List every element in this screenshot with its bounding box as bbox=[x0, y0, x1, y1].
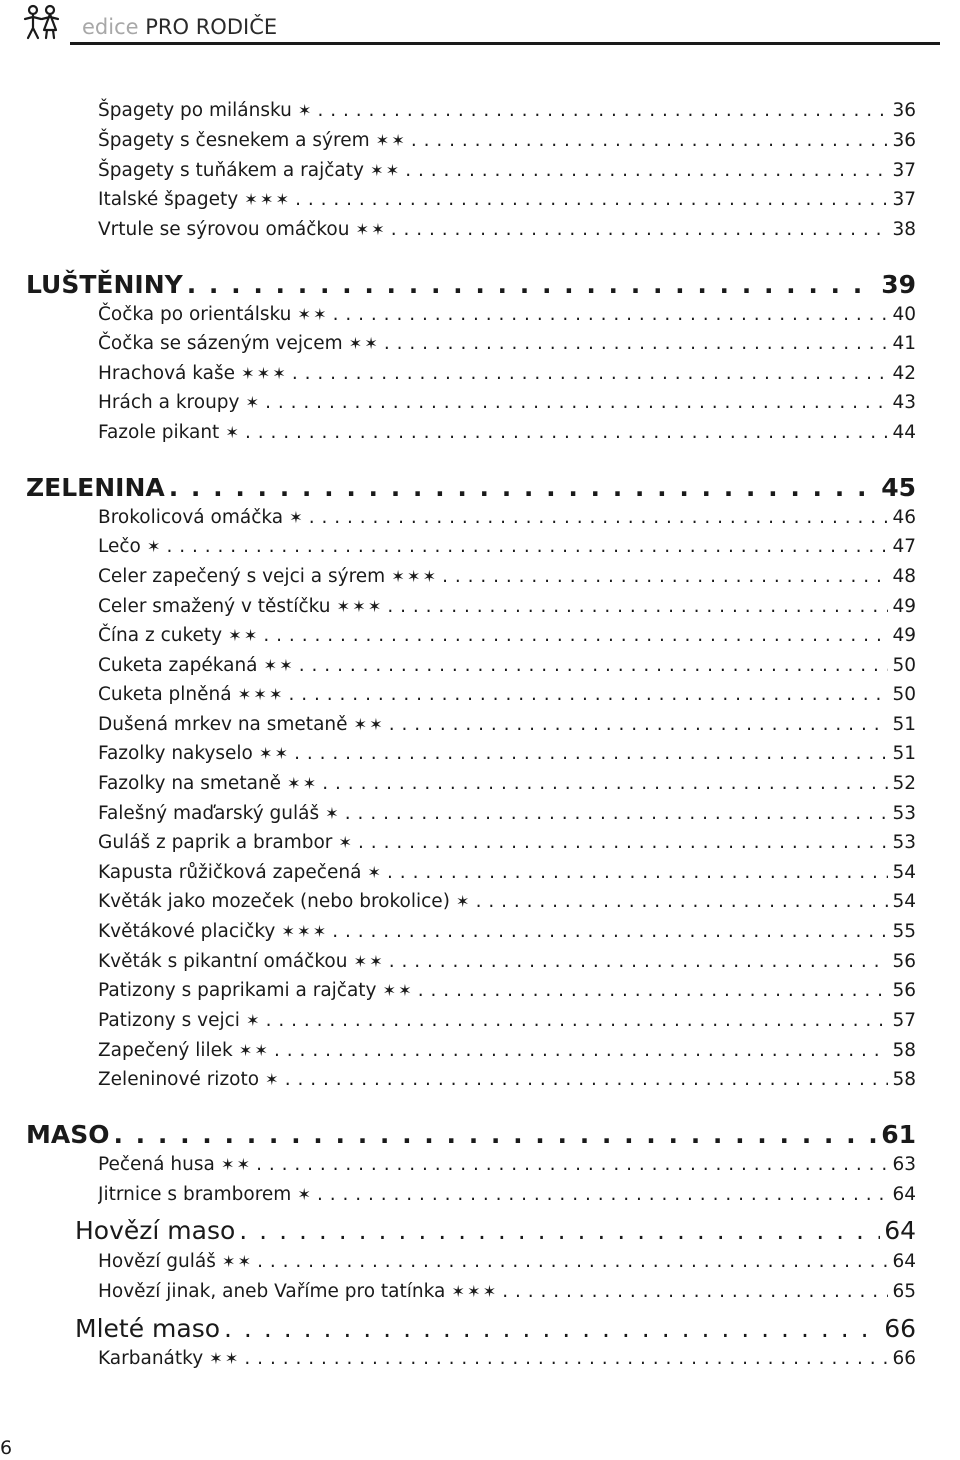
dot-leader bbox=[187, 268, 877, 302]
difficulty-stars-icon: ✶✶ bbox=[353, 952, 385, 971]
dot-leader bbox=[345, 800, 889, 828]
toc-page-number: 58 bbox=[892, 1069, 916, 1090]
toc-page-number: 42 bbox=[892, 363, 916, 384]
toc-entry bbox=[98, 740, 916, 768]
toc-entry-title: Hovězí maso bbox=[75, 1216, 236, 1245]
toc-entry bbox=[98, 918, 916, 946]
difficulty-stars-icon: ✶ bbox=[265, 1070, 281, 1089]
toc-page-number: 45 bbox=[881, 473, 916, 502]
toc-page-number: 52 bbox=[892, 773, 916, 794]
toc-entry bbox=[98, 360, 916, 388]
difficulty-stars-icon: ✶✶✶ bbox=[391, 567, 439, 586]
toc-entry-title: Guláš z paprik a brambor bbox=[98, 832, 333, 853]
toc-entry-title: Špagety po milánsku bbox=[98, 100, 292, 121]
difficulty-stars-icon: ✶✶ bbox=[369, 161, 402, 180]
toc-entry-title: Kapusta růžičková zapečená bbox=[98, 862, 362, 883]
toc-entry-title: Hrách a kroupy bbox=[98, 392, 240, 413]
dot-leader bbox=[285, 1066, 889, 1094]
toc-page-number: 37 bbox=[892, 189, 916, 210]
toc-page-number: 46 bbox=[892, 507, 916, 528]
toc-entry-title: Karbanátky bbox=[98, 1348, 204, 1369]
toc-entry-title: Falešný maďarský guláš bbox=[98, 803, 320, 824]
toc-entry-title: Cuketa plněná bbox=[98, 684, 232, 705]
dot-leader bbox=[317, 1181, 888, 1209]
toc-page-number: 58 bbox=[892, 1040, 916, 1061]
difficulty-stars-icon: ✶✶ bbox=[238, 1041, 271, 1060]
difficulty-stars-icon: ✶ bbox=[245, 1011, 262, 1030]
toc-page-number: 54 bbox=[892, 862, 916, 883]
dot-leader bbox=[265, 389, 888, 417]
series-prefix: edice bbox=[82, 15, 139, 39]
toc-entry-title: Fazolky na smetaně bbox=[98, 773, 282, 794]
difficulty-stars-icon: ✶ bbox=[325, 804, 341, 823]
toc-entry bbox=[98, 859, 916, 887]
difficulty-stars-icon: ✶✶ bbox=[263, 656, 295, 675]
dot-leader bbox=[224, 1312, 880, 1346]
toc-page-number: 49 bbox=[892, 596, 916, 617]
toc-page-number: 48 bbox=[892, 566, 916, 587]
toc-entry bbox=[98, 1278, 916, 1306]
toc-entry bbox=[98, 829, 916, 857]
series-name: PRO RODIČE bbox=[145, 15, 278, 39]
toc-page-number: 37 bbox=[892, 160, 916, 181]
difficulty-stars-icon: ✶✶✶ bbox=[244, 190, 292, 209]
toc-section-heading bbox=[75, 1312, 916, 1346]
toc-entry bbox=[98, 301, 916, 329]
toc-page-number: 44 bbox=[892, 422, 916, 443]
toc-entry-title: LUŠTĚNINY bbox=[26, 270, 183, 299]
difficulty-stars-icon: ✶ bbox=[297, 101, 314, 120]
toc-section-heading bbox=[26, 268, 916, 302]
toc-entry-title: Květák s pikantní omáčkou bbox=[98, 951, 348, 972]
toc-entry-title: Italské špagety bbox=[98, 189, 239, 210]
toc-page-number: 61 bbox=[881, 1120, 916, 1149]
dot-leader bbox=[295, 186, 888, 214]
dot-leader bbox=[317, 97, 888, 125]
toc-entry bbox=[98, 977, 916, 1005]
dot-leader bbox=[244, 1345, 888, 1373]
dot-leader bbox=[387, 859, 888, 887]
toc-page-number: 40 bbox=[892, 304, 916, 325]
toc-page-number: 64 bbox=[884, 1216, 916, 1245]
dot-leader bbox=[113, 1118, 877, 1152]
difficulty-stars-icon: ✶✶ bbox=[220, 1155, 253, 1174]
toc-entry bbox=[98, 1248, 916, 1276]
toc-entry bbox=[98, 97, 916, 125]
toc-page-number: 64 bbox=[892, 1251, 916, 1272]
toc-entry-title: Hovězí jinak, aneb Vaříme pro tatínka bbox=[98, 1281, 446, 1302]
toc-page-number: 41 bbox=[892, 333, 916, 354]
toc-entry-title: Patizony s vejci bbox=[98, 1010, 240, 1031]
toc-page-number: 36 bbox=[892, 100, 916, 121]
toc-page-number: 39 bbox=[881, 270, 916, 299]
toc-entry bbox=[98, 186, 916, 214]
toc-entry bbox=[98, 1007, 916, 1035]
difficulty-stars-icon: ✶✶✶ bbox=[336, 597, 384, 616]
dot-leader bbox=[257, 1248, 888, 1276]
difficulty-stars-icon: ✶✶ bbox=[348, 334, 380, 353]
difficulty-stars-icon: ✶✶✶ bbox=[281, 922, 329, 941]
dot-leader bbox=[502, 1278, 888, 1306]
toc-entry-title: Čočka po orientálsku bbox=[98, 304, 292, 325]
toc-entry-title: Květákové placičky bbox=[98, 921, 276, 942]
toc-page-number: 66 bbox=[884, 1314, 916, 1343]
dot-leader bbox=[266, 1007, 889, 1035]
difficulty-stars-icon: ✶ bbox=[338, 833, 355, 852]
difficulty-stars-icon: ✶ bbox=[367, 863, 384, 882]
dot-leader bbox=[169, 471, 877, 505]
toc-entry bbox=[98, 1066, 916, 1094]
dot-leader bbox=[292, 360, 889, 388]
toc-entry bbox=[98, 533, 916, 561]
toc-page-number: 53 bbox=[892, 803, 916, 824]
difficulty-stars-icon: ✶ bbox=[225, 423, 241, 442]
toc-entry-title: Celer smažený v těstíčku bbox=[98, 596, 331, 617]
difficulty-stars-icon: ✶✶ bbox=[209, 1349, 241, 1368]
toc-entry-title: Dušená mrkev na smetaně bbox=[98, 714, 348, 735]
toc-entry bbox=[98, 1151, 916, 1179]
toc-entry bbox=[98, 1037, 916, 1065]
difficulty-stars-icon: ✶✶ bbox=[228, 626, 260, 645]
toc-page-number: 57 bbox=[892, 1010, 916, 1031]
toc-entry bbox=[98, 593, 916, 621]
toc-entry-title: Zapečený lilek bbox=[98, 1040, 233, 1061]
dot-leader bbox=[333, 301, 889, 329]
toc-page-number: 43 bbox=[892, 392, 916, 413]
toc-page-number: 49 bbox=[892, 625, 916, 646]
toc-page-number: 47 bbox=[892, 536, 916, 557]
toc-entry-title: Fazole pikant bbox=[98, 422, 220, 443]
toc-entry-title: Patizony s paprikami a rajčaty bbox=[98, 980, 377, 1001]
toc-page-number: 50 bbox=[892, 655, 916, 676]
dot-leader bbox=[411, 127, 889, 155]
toc-entry bbox=[98, 1345, 916, 1373]
toc-entry bbox=[98, 770, 916, 798]
toc-entry-title: Cuketa zapékaná bbox=[98, 655, 258, 676]
difficulty-stars-icon: ✶✶ bbox=[375, 131, 407, 150]
dot-leader bbox=[387, 593, 888, 621]
toc-entry-title: Květák jako mozeček (nebo brokolice) bbox=[98, 891, 450, 912]
difficulty-stars-icon: ✶✶ bbox=[258, 744, 291, 763]
toc-entry-title: Čína z cukety bbox=[98, 625, 223, 646]
dot-leader bbox=[389, 711, 889, 739]
dot-leader bbox=[309, 504, 889, 532]
dot-leader bbox=[289, 681, 889, 709]
toc-entry-title: Mleté maso bbox=[75, 1314, 221, 1343]
dot-leader bbox=[294, 740, 888, 768]
toc-entry-title: Jitrnice s bramborem bbox=[98, 1184, 292, 1205]
toc-section-heading bbox=[26, 1118, 916, 1152]
dot-leader bbox=[442, 563, 888, 591]
toc-entry bbox=[98, 622, 916, 650]
dot-leader bbox=[476, 888, 889, 916]
toc-entry-title: Pečená husa bbox=[98, 1154, 215, 1175]
difficulty-stars-icon: ✶✶✶ bbox=[451, 1282, 499, 1301]
dot-leader bbox=[322, 770, 888, 798]
toc-page-number: 54 bbox=[892, 891, 916, 912]
toc-entry-title: Špagety s tuňákem a rajčaty bbox=[98, 160, 364, 181]
difficulty-stars-icon: ✶✶✶ bbox=[240, 364, 288, 383]
toc-entry bbox=[98, 652, 916, 680]
difficulty-stars-icon: ✶✶ bbox=[355, 220, 387, 239]
difficulty-stars-icon: ✶ bbox=[245, 393, 262, 412]
difficulty-stars-icon: ✶ bbox=[455, 892, 472, 911]
dot-leader bbox=[391, 216, 889, 244]
toc-entry-title: Hovězí guláš bbox=[98, 1251, 216, 1272]
toc-page-number: 51 bbox=[892, 714, 916, 735]
toc-section-heading bbox=[75, 1214, 916, 1248]
toc-entry bbox=[98, 157, 916, 185]
dot-leader bbox=[239, 1214, 880, 1248]
dot-leader bbox=[384, 330, 889, 358]
toc-page-number: 66 bbox=[892, 1348, 916, 1369]
dot-leader bbox=[418, 977, 889, 1005]
toc-entry-title: Brokolicová omáčka bbox=[98, 507, 284, 528]
toc-page-number: 51 bbox=[892, 743, 916, 764]
toc-entry-title: Celer zapečený s vejci a sýrem bbox=[98, 566, 386, 587]
toc-entry bbox=[98, 330, 916, 358]
dot-leader bbox=[299, 652, 889, 680]
toc-entry-title: Zeleninové rizoto bbox=[98, 1069, 260, 1090]
toc-entry bbox=[98, 711, 916, 739]
toc-entry-title: ZELENINA bbox=[26, 473, 165, 502]
toc-entry-title: MASO bbox=[26, 1120, 110, 1149]
toc-entry-title: Fazolky nakyselo bbox=[98, 743, 253, 764]
toc-page-number: 53 bbox=[892, 832, 916, 853]
toc-entry bbox=[98, 419, 916, 447]
toc-entry bbox=[98, 1181, 916, 1209]
difficulty-stars-icon: ✶ bbox=[146, 537, 163, 556]
dot-leader bbox=[274, 1037, 888, 1065]
page-number: 6 bbox=[0, 1437, 13, 1459]
toc-entry-title: Čočka se sázeným vejcem bbox=[98, 333, 343, 354]
dot-leader bbox=[256, 1151, 888, 1179]
toc-page-number: 56 bbox=[892, 980, 916, 1001]
dot-leader bbox=[167, 533, 889, 561]
difficulty-stars-icon: ✶✶ bbox=[353, 715, 385, 734]
toc-entry bbox=[98, 563, 916, 591]
toc-entry-title: Hrachová kaše bbox=[98, 363, 235, 384]
toc-page-number: 36 bbox=[892, 130, 916, 151]
toc-page-number: 38 bbox=[892, 219, 916, 240]
difficulty-stars-icon: ✶✶ bbox=[382, 981, 414, 1000]
toc-entry bbox=[98, 504, 916, 532]
toc-entry-title: Lečo bbox=[98, 536, 141, 557]
toc-page-number: 56 bbox=[892, 951, 916, 972]
toc-entry-title: Špagety s česnekem a sýrem bbox=[98, 130, 370, 151]
difficulty-stars-icon: ✶ bbox=[289, 508, 305, 527]
toc-page-number: 65 bbox=[892, 1281, 916, 1302]
difficulty-stars-icon: ✶✶✶ bbox=[237, 685, 285, 704]
difficulty-stars-icon: ✶✶ bbox=[221, 1252, 254, 1271]
dot-leader bbox=[405, 157, 888, 185]
toc-page-number: 64 bbox=[892, 1184, 916, 1205]
toc-entry bbox=[98, 389, 916, 417]
toc-entry bbox=[98, 800, 916, 828]
toc-entry bbox=[98, 127, 916, 155]
toc-entry-title: Vrtule se sýrovou omáčkou bbox=[98, 219, 350, 240]
dot-leader bbox=[358, 829, 888, 857]
toc-page-number: 50 bbox=[892, 684, 916, 705]
toc-entry bbox=[98, 681, 916, 709]
difficulty-stars-icon: ✶✶ bbox=[297, 305, 329, 324]
toc-section-heading bbox=[26, 471, 916, 505]
toc-entry bbox=[98, 888, 916, 916]
toc-entry bbox=[98, 948, 916, 976]
toc-page-number: 63 bbox=[892, 1154, 916, 1175]
toc-entry bbox=[98, 216, 916, 244]
dot-leader bbox=[263, 622, 888, 650]
difficulty-stars-icon: ✶✶ bbox=[287, 774, 319, 793]
dot-leader bbox=[245, 419, 889, 447]
dot-leader bbox=[389, 948, 889, 976]
dot-leader bbox=[332, 918, 888, 946]
toc-page-number: 55 bbox=[892, 921, 916, 942]
difficulty-stars-icon: ✶ bbox=[297, 1185, 313, 1204]
